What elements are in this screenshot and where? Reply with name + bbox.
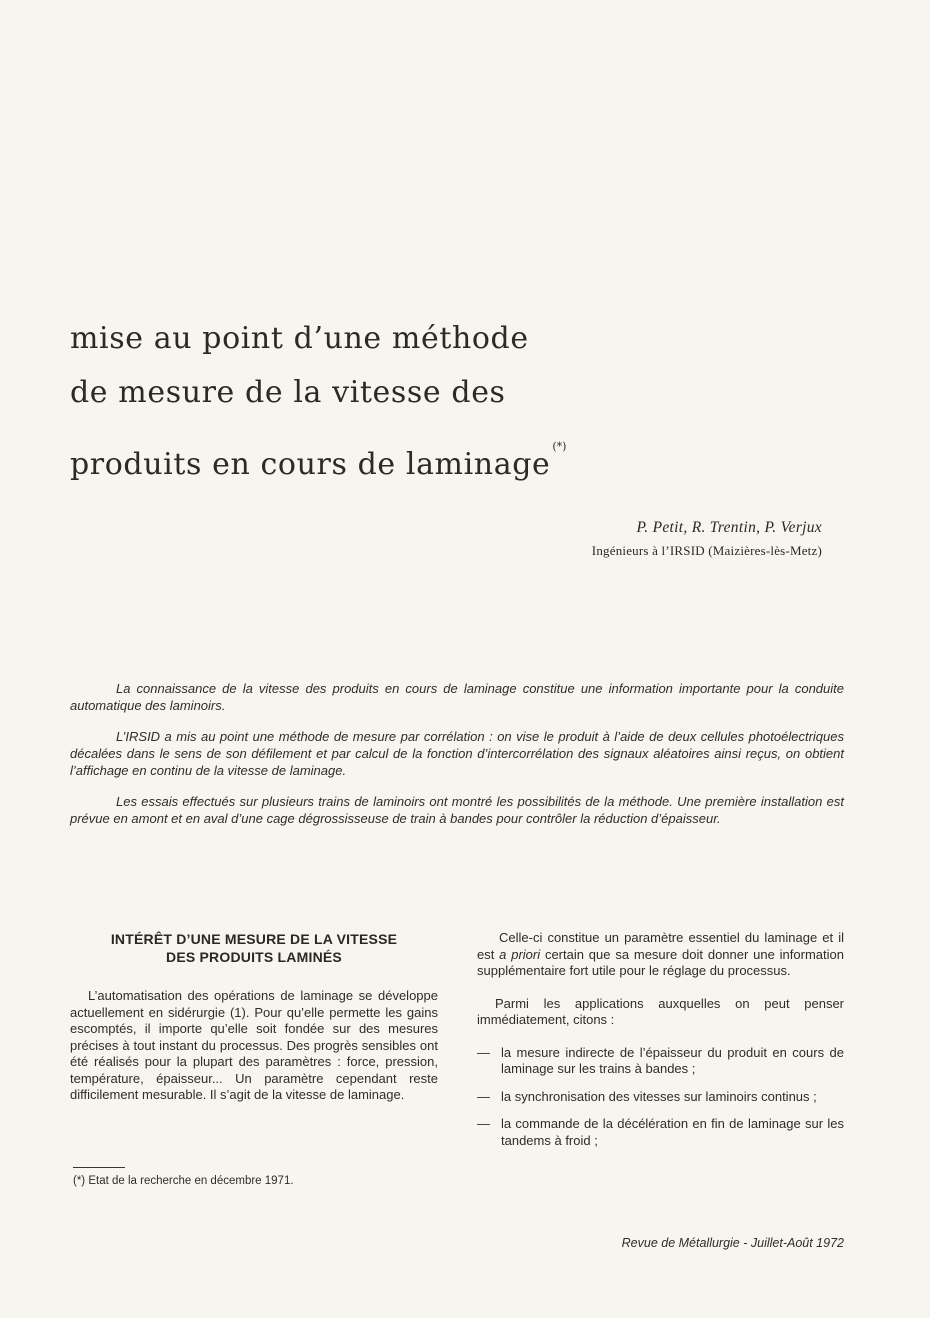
author-affiliation: Ingénieurs à l’IRSID (Maizières-lès-Metz) [591, 543, 822, 558]
list-item [477, 1045, 844, 1078]
title-footnote-mark: (*) [552, 440, 567, 453]
author-names: P. Petit, R. Trentin, P. Verjux [636, 519, 822, 536]
title-line-2: de mesure de la vitesse des [70, 375, 506, 410]
list-dash: — [477, 1116, 490, 1131]
list-item [477, 1089, 844, 1106]
body-paragraph-2 [477, 930, 844, 980]
abstract-paragraph-2: L’IRSID a mis au point une méthode de mesure par corrélation : on vise le produit à l’aide de deux cellules photoélectriques décalées dans le sens de son défilement et par calcul de la fonction d’intercorrélation des signaux aléatoires ainsi reçus, on obtient l’affichage en continu de la vitesse de laminage. [70, 729, 844, 778]
list-dash: — [477, 1088, 490, 1104]
title-line-3 [70, 420, 710, 492]
footnote: (*) Etat de la recherche en décembre 1971. [73, 1175, 294, 1187]
section-heading-line-2: DES PRODUITS LAMINÉS [166, 949, 342, 965]
list-item-text: la commande de la décélération en fin de laminage sur les tandems à froid ; [501, 1116, 844, 1148]
applications-list [477, 1045, 844, 1150]
abstract [70, 680, 844, 841]
left-column [70, 930, 438, 1104]
body-paragraph-1: L’automatisation des opérations de laminage se développe actuellement en sidérurgie (1). Pour qu’elle permette les gains escomptés, il importe qu’elle soit fondée sur des mesures précises à tout instant du processus. Des progrès sensibles ont été réalisés pour la plupart des paramètres : force, pression, température, épaisseur... Un paramètre cependant reste difficilement mesurable. Il s’agit de la vitesse de laminage. [70, 988, 438, 1102]
body-paragraph-2-end: certain que sa mesure doit donner une information supplémentaire fort utile pour le réglage du processus. [477, 946, 844, 978]
journal-footer: Revue de Métallurgie - Juillet-Août 1972 [621, 1236, 844, 1250]
body-paragraph-2-start: Celle-ci constitue un paramètre essentiel du laminage et il est [477, 930, 844, 962]
section-heading-line-1: INTÉRÊT D’UNE MESURE DE LA VITESSE [110, 931, 398, 947]
article-title [70, 312, 710, 492]
right-column [477, 930, 844, 1160]
list-item-text: la mesure indirecte de l’épaisseur du produit en cours de laminage sur les trains à bandes ; [501, 1044, 844, 1076]
abstract-paragraph-1: La connaissance de la vitesse des produits en cours de laminage constitue une information importante pour la conduite automatique des laminoirs. [70, 681, 844, 713]
author-block [592, 516, 822, 562]
italic-a-priori: a priori [499, 946, 541, 962]
section-heading [70, 930, 438, 966]
list-item-text: la synchronisation des vitesses sur laminoirs continus ; [501, 1088, 817, 1104]
abstract-paragraph-3: Les essais effectués sur plusieurs trains de laminoirs ont montré les possibilités de la méthode. Une première installation est prévue en amont et en aval d’une cage dégrossisseuse de train à bandes pour contrôler la réduction d’épaisseur. [70, 794, 844, 826]
footnote-rule [73, 1167, 125, 1168]
body-paragraph-3: Parmi les applications auxquelles on peut penser immédiatement, citons : [477, 995, 844, 1027]
title-line-1: mise au point d’une méthode [70, 321, 529, 356]
list-item [477, 1116, 844, 1149]
list-dash: — [477, 1044, 490, 1060]
title-line-3-text: produits en cours de laminage [70, 447, 551, 482]
